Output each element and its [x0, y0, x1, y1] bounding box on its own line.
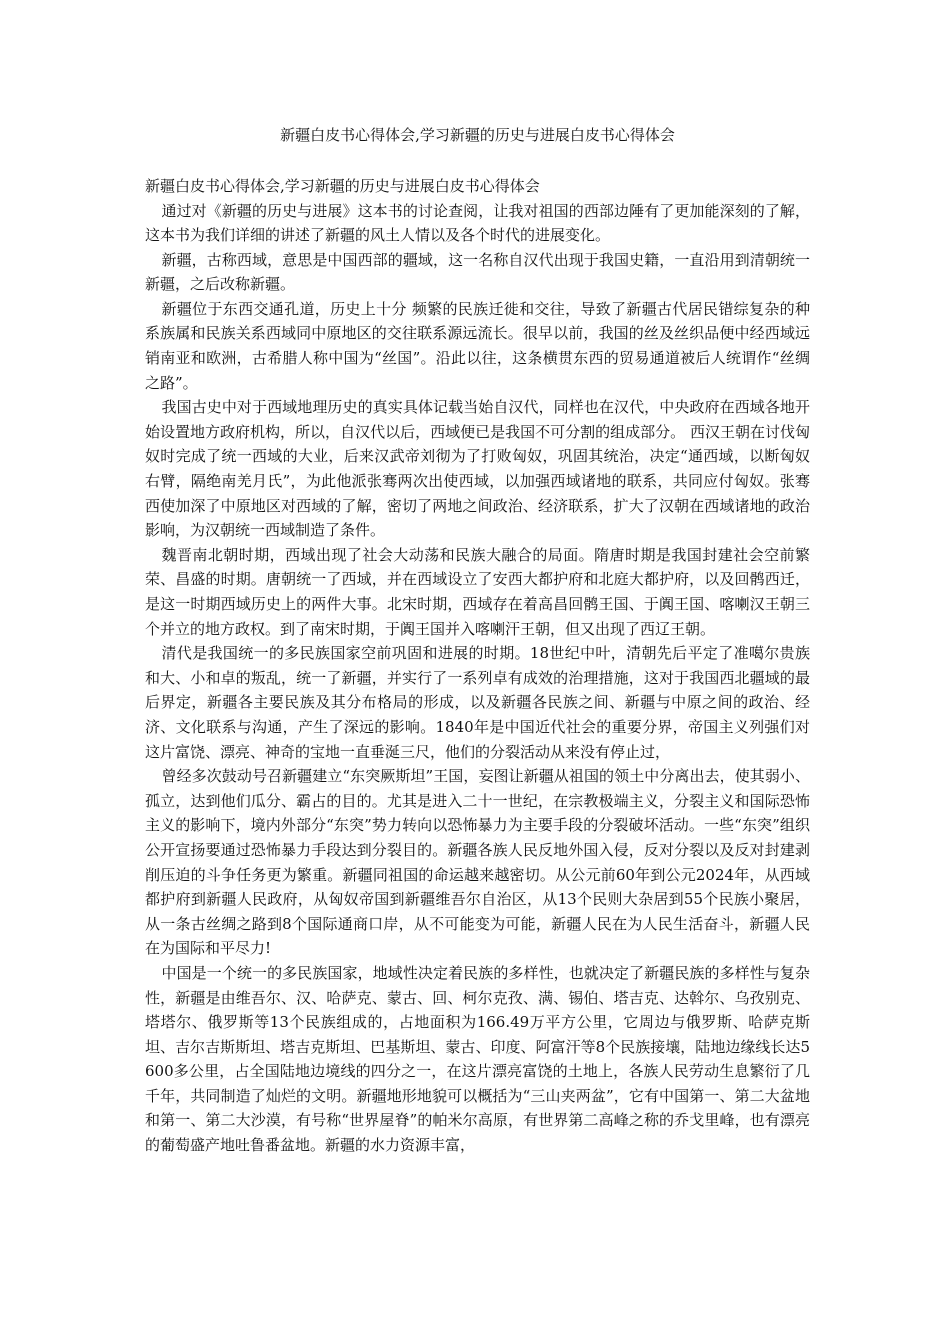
paragraph-silk-road: 新疆位于东西交通孔道，历史上十分 频繁的民族迁徙和交往，导致了新疆古代居民错综复杂的种系族属和民族关系西域同中原地区的交往联系源远流长。很早以前，我国的丝及丝织品便中经西域远销南亚和欧洲，古希腊人称中国为“丝国”。沿此以往，这条横贯东西的贸易通道被后人统谓作“丝绸之路”。	[145, 299, 810, 392]
paragraph-wei-jin-tang-song: 魏晋南北朝时期，西域出现了社会大动荡和民族大融合的局面。隋唐时期是我国封建社会空前繁荣、昌盛的时期。唐朝统一了西域，并在西域设立了安西大都护府和北庭大都护府，以及回鹘西迁，是这一时期西域历史上的两件大事。北宋时期，西域存在着高昌回鹘王国、于阗王国、喀喇汉王朝三个并立的地方政权。到了南宋时期，于阗王国并入喀喇汗王朝，但又出现了西辽王朝。	[145, 545, 810, 638]
paragraph-qing-dynasty: 清代是我国统一的多民族国家空前巩固和进展的时期。18世纪中叶，清朝先后平定了准噶尔贵族和大、小和卓的叛乱，统一了新疆，并实行了一系列卓有成效的治理措施，这对于我国西北疆域的最后界定，新疆各主要民族及其分布格局的形成，以及新疆各民族之间、新疆与中原之间的政治、经济、文化联系与沟通，产生了深远的影响。1840年是中国近代社会的重要分界，帝国主义列强们对这片富饶、漂亮、神奇的宝地一直垂涎三尺，他们的分裂活动从来没有停止过，	[145, 644, 810, 761]
paragraph-name-origin: 新疆，古称西域，意思是中国西部的疆域，这一名称自汉代出现于我国史籍，一直沿用到清朝统一新疆，之后改称新疆。	[145, 250, 810, 294]
paragraph-intro: 通过对《新疆的历史与进展》这本书的讨论查阅，让我对祖国的西部边陲有了更加能深刻的了解，这本书为我们详细的讲述了新疆的风土人情以及各个时代的进展变化。	[145, 201, 810, 245]
paragraph-han-dynasty: 我国古史中对于西域地理历史的真实具体记载当始自汉代，同样也在汉代，中央政府在西域各地开始设置地方政府机构，所以，自汉代以后，西域便已是我国不可分割的组成部分。 西汉王朝在讨伐匈奴时完成了统一西域的大业，后来汉武帝刘彻为了打败匈奴，巩固其统治，决定“通西域，以断匈奴右臂，隔绝南羌月氏”，为此他派张骞两次出使西域，以加强西域诸地的联系，共同应付匈奴。张骞西使加深了中原地区对西域的了解，密切了两地之间政治、经济联系，扩大了汉朝在西域诸地的政治影响，为汉朝统一西域制造了条件。	[145, 398, 810, 540]
document-subtitle: 新疆白皮书心得体会,学习新疆的历史与进展白皮书心得体会	[145, 177, 540, 195]
document-title: 新疆白皮书心得体会,学习新疆的历史与进展白皮书心得体会	[280, 126, 675, 144]
paragraph-ethnic-diversity: 中国是一个统一的多民族国家，地域性决定着民族的多样性，也就决定了新疆民族的多样性与复杂性，新疆是由维吾尔、汉、哈萨克、蒙古、回、柯尔克孜、满、锡伯、塔吉克、达斡尔、乌孜别克、塔塔尔、俄罗斯等13个民族组成的，占地面积为166.49万平方公里，它周边与俄罗斯、哈萨克斯坦、吉尔吉斯斯坦、塔吉克斯坦、巴基斯坦、蒙古、印度、阿富汗等8个民族接壤，陆地边缘线长达5600多公里，占全国陆地边境线的四分之一，在这片漂亮富饶的土地上，各族人民劳动生息繁衍了几千年，共同制造了灿烂的文明。新疆地形地貌可以概括为“三山夹两盆”，它有中国第一、第二大盆地和第一、第二大沙漠，有号称“世界屋脊”的帕米尔高原，有世界第二高峰之称的乔戈里峰，也有漂亮的葡萄盛产地吐鲁番盆地。新疆的水力资源丰富，	[145, 963, 810, 1155]
paragraph-separatism: 曾经多次鼓动号召新疆建立“东突厥斯坦”王国，妄图让新疆从祖国的领土中分离出去，使其弱小、孤立，达到他们瓜分、霸占的目的。尤其是进入二十一世纪，在宗教极端主义，分裂主义和国际恐怖主义的影响下，境内外部分“东突”势力转向以恐怖暴力为主要手段的分裂破坏活动。一些“东突”组织公开宣扬要通过恐怖暴力手段达到分裂目的。新疆各族人民反地外国入侵，反对分裂以及反对封建剥削压迫的斗争任务更为繁重。新疆同祖国的命运越来越密切。从公元前60年到公元2024年，从西域都护府到新疆人民政府，从匈奴帝国到新疆维吾尔自治区，从13个民则大杂居到55个民族小聚居，从一条古丝绸之路到8个国际通商口岸，从不可能变为可能，新疆人民在为人民生活奋斗，新疆人民在为国际和平尽力!	[145, 767, 810, 958]
document-page	[145, 124, 810, 1158]
